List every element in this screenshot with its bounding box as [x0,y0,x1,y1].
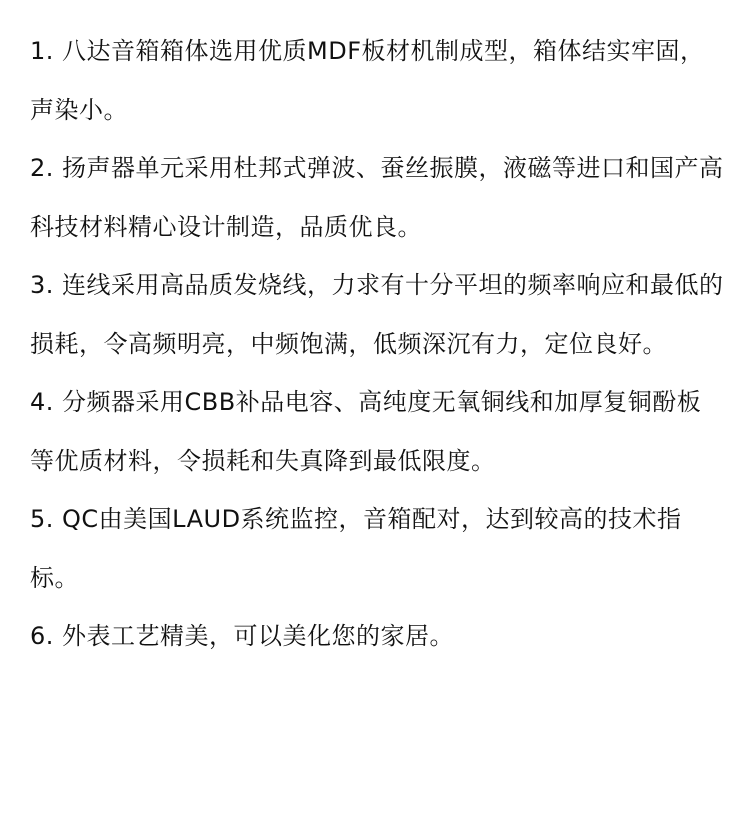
feature-item-5: 5. QC由美国LAUD系统监控，音箱配对，达到较高的技术指标。 [30,505,682,592]
feature-list [30,22,725,666]
feature-item-1: 1. 八达音箱箱体选用优质MDF板材机制成型，箱体结实牢固，声染小。 [30,37,705,124]
feature-item-3: 3. 连线采用高品质发烧线，力求有十分平坦的频率响应和最低的损耗，令高频明亮，中频饱满，低频深沉有力，定位良好。 [30,271,724,358]
feature-item-4: 4. 分频器采用CBB补品电容、高纯度无氧铜线和加厚复铜酚板等优质材料，令损耗和失真降到最低限度。 [30,388,702,475]
feature-item-6: 6. 外表工艺精美，可以美化您的家居。 [30,622,455,650]
feature-item-2: 2. 扬声器单元采用杜邦式弹波、蚕丝振膜，液磁等进口和国产高科技材料精心设计制造，品质优良。 [30,154,724,241]
